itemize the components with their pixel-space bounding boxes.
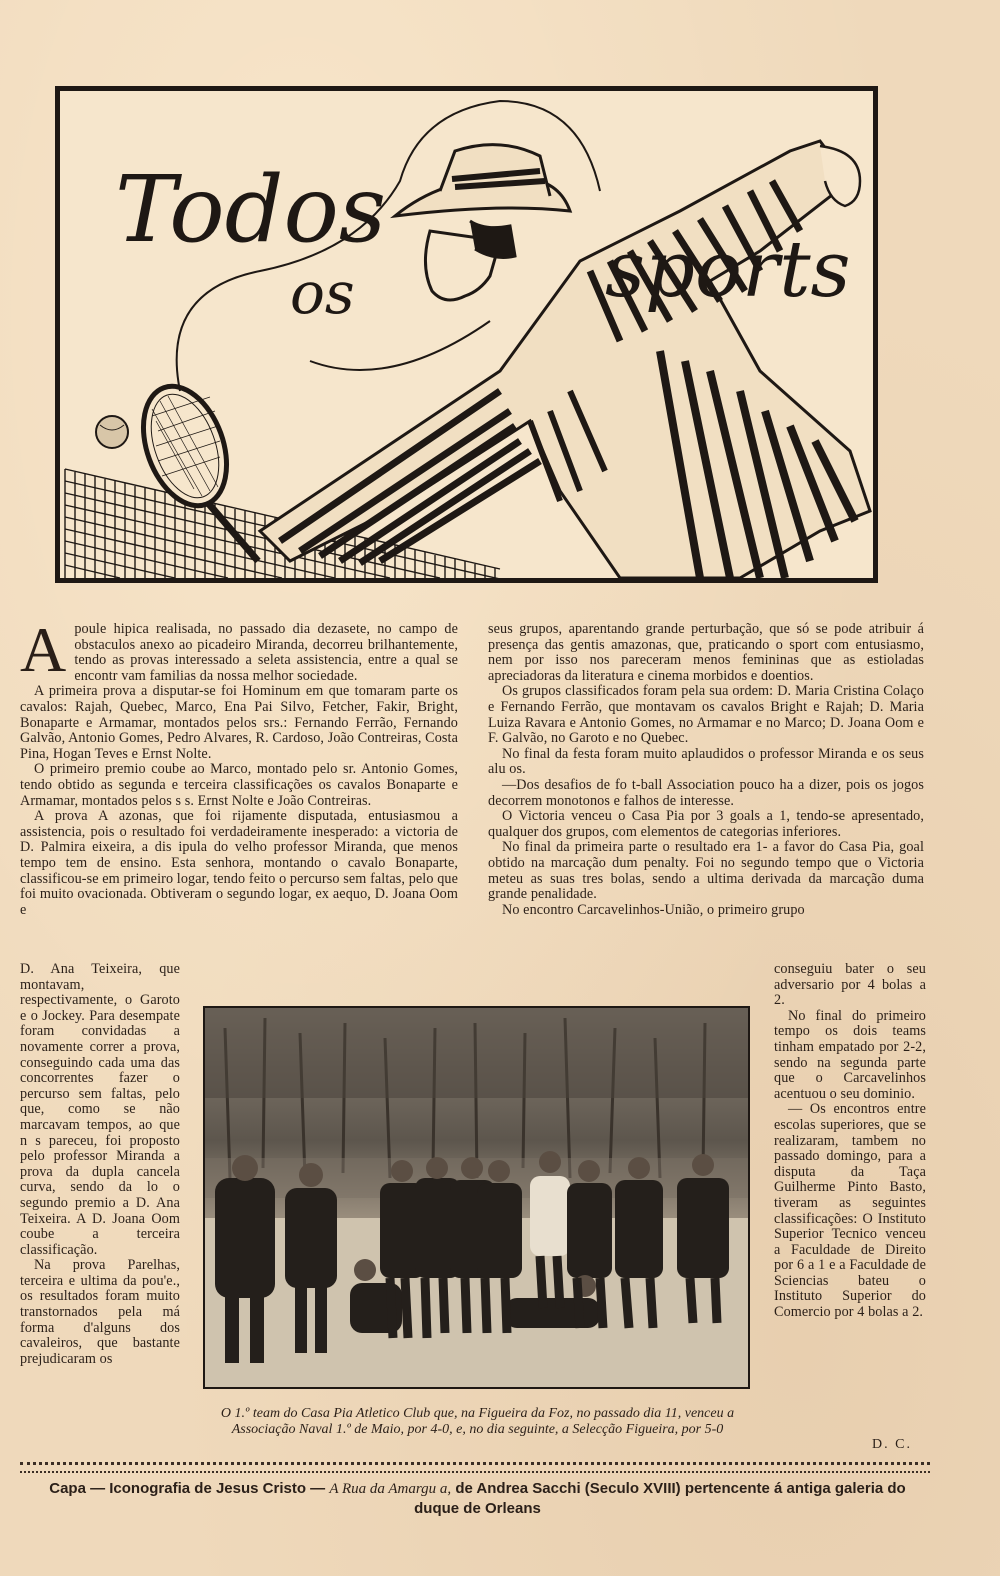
article-column-right-narrow <box>774 962 926 1321</box>
paragraph: seus grupos, aparentando grande perturbação, que só se pode atribuir á presença das gentis amazonas, que, praticando o sport com entusiasmo, nem por isso nos pareceram menos femininas que as estioladas apreciadoras da literatura e cinema morbidos e doentios. <box>488 621 924 684</box>
paragraph: O primeiro premio coube ao Marco, montado pelo sr. Antonio Gomes, tendo obtido as segunda e terceira classificações os cavalos Bonaparte e Armamar, montados pelos s s. Ernst Nolte e João Contreiras. <box>20 761 458 809</box>
dotted-divider <box>20 1462 930 1473</box>
paragraph: A prova A azonas, que foi rijamente disputada, entusiasmou a assistencia, pois o resultado foi verdadeiramente inesperado: a victoria de D. Palmira eixeira, a dis ipula do velho professor Miranda, que menos tempo tem de ensino. Esta senhora, montando o cavalo Bonaparte, classificou-se em primeiro logar, tendo feito o percurso sem faltas, pelo que foi muito ovacionada. Obtiveram o segundo logar, ex aequo, D. Joana Oom e <box>20 808 458 918</box>
title-word-todos: Todos <box>115 156 387 263</box>
article-column-right-top <box>488 622 924 918</box>
tennis-player-illustration <box>60 91 873 578</box>
paragraph: —Dos desafios de fo t-ball Association pouco ha a dizer, pois os jogos decorrem monotonos e falhos de interesse. <box>488 776 924 809</box>
footer-label: Capa — Iconografia de Jesus Cristo — <box>49 1480 326 1497</box>
photo-caption: O 1.º team do Casa Pia Atletico Club que, na Figueira da Foz, no passado dia 11, venceu a Associação Naval 1.º de Maio, por 4-0, e, no dia seguinte, a Selecção Figueira, por 5-0 <box>220 1406 735 1437</box>
paragraph: O Victoria venceu o Casa Pia por 3 goals a 1, tendo-se apresentado, qualquer dos grupos, com elementos de categorias inferiores. <box>488 808 924 840</box>
paragraph: Na prova Parelhas, terceira e ultima da pou'e., os resultados foram muito transtornados pela má forma d'alguns dos cavaleiros, que bastante prejudicaram os <box>20 1257 180 1367</box>
tennis-ball <box>96 416 128 448</box>
article-column-left-top <box>20 614 458 918</box>
paragraph: D. Ana Teixeira, que montavam, respectivamente, o Garoto e o Jockey. Para desempate foram convidadas a novamente correr a prova, conseguindo cada uma das concorrentes fazer o percurso sem faltas, pelo que, como se não marcavam tempos, ao que n s pareceu, foi proposto pelo professor Miranda a prova da dupla cancela curva, sendo da lo o segundo premio a D. Ana Teixeira. A D. Joana Oom coube a terceira classificação. <box>20 961 180 1258</box>
title-word-sports: sports <box>605 225 851 315</box>
author-signature: D. C. <box>872 1437 912 1452</box>
cover-credit-footer <box>25 1479 930 1519</box>
title-word-os: os <box>290 259 355 327</box>
team-photograph <box>203 1006 750 1389</box>
paragraph: poule hipica realisada, no passado dia dezasete, no campo de obstaculos anexo ao picadeiro Miranda, decorreu brilhantemente, tendo as provas interessado a seleta assistencia, entre a qual se encontr vam familias da nossa melhor sociedade. <box>74 621 458 684</box>
header-illustration <box>55 86 878 583</box>
paragraph: — Os encontros entre escolas superiores, que se realizaram, tambem no passado domingo, para a disputa da Taça Guilherme Pinto Basto, tiveram as seguintes classificações: O Instituto Superior Tecnico venceu a Faculdade de Direito por 6 a 1 e a Faculdade de Sciencias bateu o Instituto Superior do Comercio por 4 bolas a 2. <box>774 1101 926 1321</box>
paragraph: conseguiu bater o seu adversario por 4 bolas a 2. <box>774 961 926 1009</box>
footer-rest: de Andrea Sacchi (Seculo XVIII) pertencente á antiga galeria do duque de Orleans <box>414 1480 906 1517</box>
paragraph: A primeira prova a disputar-se foi Hominum em que tomaram parte os cavalos: Rajah, Quebec, Marco, Ena Pai Silvo, Fetcher, Fakir, Bright, Bonaparte e Armamar, montados pelos srs.: Fernando Ferrão, Fernando Galvão, Antonio Gomes, Pedro Alvares, R. Cardoso, João Contreiras, Costa Pina, Hogan Teves e Ernst Nolte. <box>20 683 458 762</box>
team-photo-image <box>205 1008 748 1387</box>
paragraph: No encontro Carcavelinhos-União, o primeiro grupo <box>502 901 805 918</box>
paragraph: No final da festa foram muito aplaudidos o professor Miranda e os seus alu os. <box>488 745 924 778</box>
paragraph: Os grupos classificados foram pela sua ordem: D. Maria Cristina Colaço e Fernando Ferrão, que montavam os cavalos Bright e Rajah; D. Maria Luiza Ravara e Antonio Gomes, no Armamar e no Marco; D. Joana Oom e F. Galvão, no Garoto e no Quebec. <box>488 683 924 747</box>
dropcap: A <box>20 614 67 685</box>
paragraph: No final da primeira parte o resultado era 1- a favor do Casa Pia, goal obtido na marcação dum penalty. Foi no segundo tempo que o Victoria meteu as suas tres bolas, sendo a ultima derivada da marcação duma grande penalidade. <box>488 839 924 903</box>
footer-work-title: A Rua da Amargu a, <box>329 1481 452 1497</box>
paragraph: No final do primeiro tempo os dois teams tinham empatado por 2-2, sendo na segunda parte que o Carcavelinhos acentuou o seu dominio. <box>774 1007 926 1102</box>
article-column-left-narrow <box>20 962 180 1367</box>
